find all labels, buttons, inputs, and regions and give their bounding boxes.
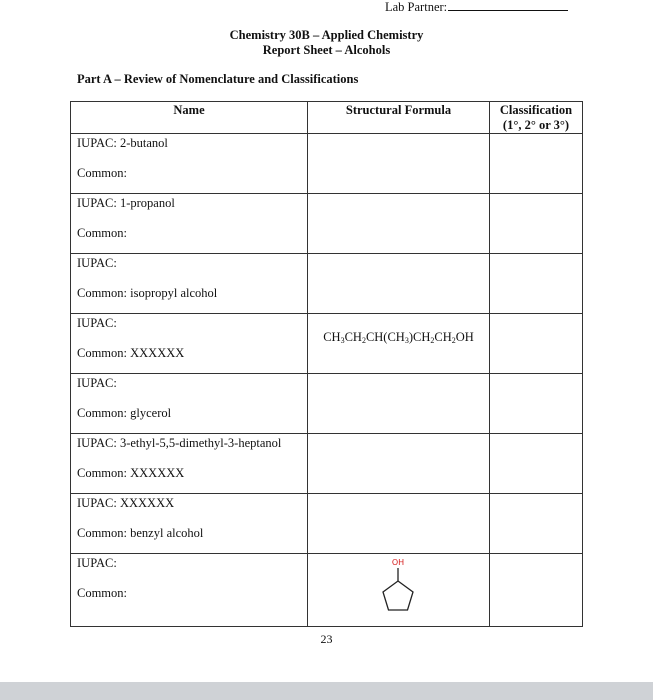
common-name: Common: glycerol [77, 406, 172, 420]
structural-formula-cell [308, 194, 490, 254]
table-row [71, 194, 583, 254]
iupac-name: IUPAC: [77, 556, 117, 570]
name-cell [71, 434, 308, 494]
name-cell [71, 374, 308, 434]
classification-cell [490, 554, 583, 627]
table-row [71, 434, 583, 494]
structural-formula-column-header: Structural Formula [308, 102, 490, 134]
classification-column-header [490, 102, 583, 134]
common-name: Common: [77, 586, 128, 600]
name-cell [71, 194, 308, 254]
classification-cell [490, 194, 583, 254]
classification-cell [490, 434, 583, 494]
nomenclature-table [70, 101, 583, 627]
classification-cell [490, 374, 583, 434]
page-number: 23 [320, 632, 333, 646]
common-name: Common: benzyl alcohol [77, 526, 204, 540]
iupac-name: IUPAC: XXXXXX [77, 496, 175, 510]
name-cell [71, 494, 308, 554]
iupac-name: IUPAC: [77, 316, 117, 330]
structural-formula-cell [308, 254, 490, 314]
common-name: Common: isopropyl alcohol [77, 286, 218, 300]
common-name: Common: [77, 166, 128, 180]
condensed-structural-formula: $CH_3CH_2CH(CH_3)CH_2CH_2OH$ [323, 330, 474, 345]
part-a-heading: Part A – Review of Nomenclature and Classifications [77, 72, 359, 86]
common-name: Common: XXXXXX [77, 466, 185, 480]
course-title: Chemistry 30B – Applied Chemistry [229, 28, 424, 42]
classification-cell [490, 134, 583, 194]
table-header-row [71, 102, 583, 134]
table-row [71, 554, 583, 627]
viewer-bottom-bar [0, 682, 653, 700]
name-column-header: Name [71, 102, 308, 134]
classification-cell [490, 254, 583, 314]
cyclopentanol-structure [348, 556, 448, 622]
table-row [71, 134, 583, 194]
iupac-name: IUPAC: 2-butanol [77, 136, 168, 150]
structural-formula-cell [308, 374, 490, 434]
lab-partner-label: Lab Partner: [385, 0, 448, 14]
structural-formula-cell [308, 314, 490, 374]
report-title: Report Sheet – Alcohols [262, 43, 391, 57]
structural-formula-cell [308, 434, 490, 494]
name-cell [71, 134, 308, 194]
name-cell [71, 254, 308, 314]
structural-formula-cell [308, 554, 490, 627]
iupac-name: IUPAC: [77, 256, 117, 270]
structural-formula-cell [308, 134, 490, 194]
iupac-name: IUPAC: 1-propanol [77, 196, 175, 210]
cyclopentane-ring [383, 581, 413, 610]
iupac-name: IUPAC: [77, 376, 117, 390]
structural-formula-cell [308, 494, 490, 554]
table-row [71, 314, 583, 374]
lab-partner-field [385, 0, 568, 15]
classification-cell [490, 494, 583, 554]
name-cell [71, 554, 308, 627]
common-name: Common: [77, 226, 128, 240]
oh-label: OH [391, 558, 405, 567]
table-row [71, 374, 583, 434]
table-row [71, 494, 583, 554]
classification-header-options: (1°, 2° or 3°) [502, 118, 570, 132]
classification-cell [490, 314, 583, 374]
classification-header-label: Classification [499, 103, 573, 117]
table-row [71, 254, 583, 314]
common-name: Common: XXXXXX [77, 346, 185, 360]
iupac-name: IUPAC: 3-ethyl-5,5-dimethyl-3-heptanol [77, 436, 282, 450]
name-cell [71, 314, 308, 374]
lab-partner-blank-line [448, 0, 568, 11]
